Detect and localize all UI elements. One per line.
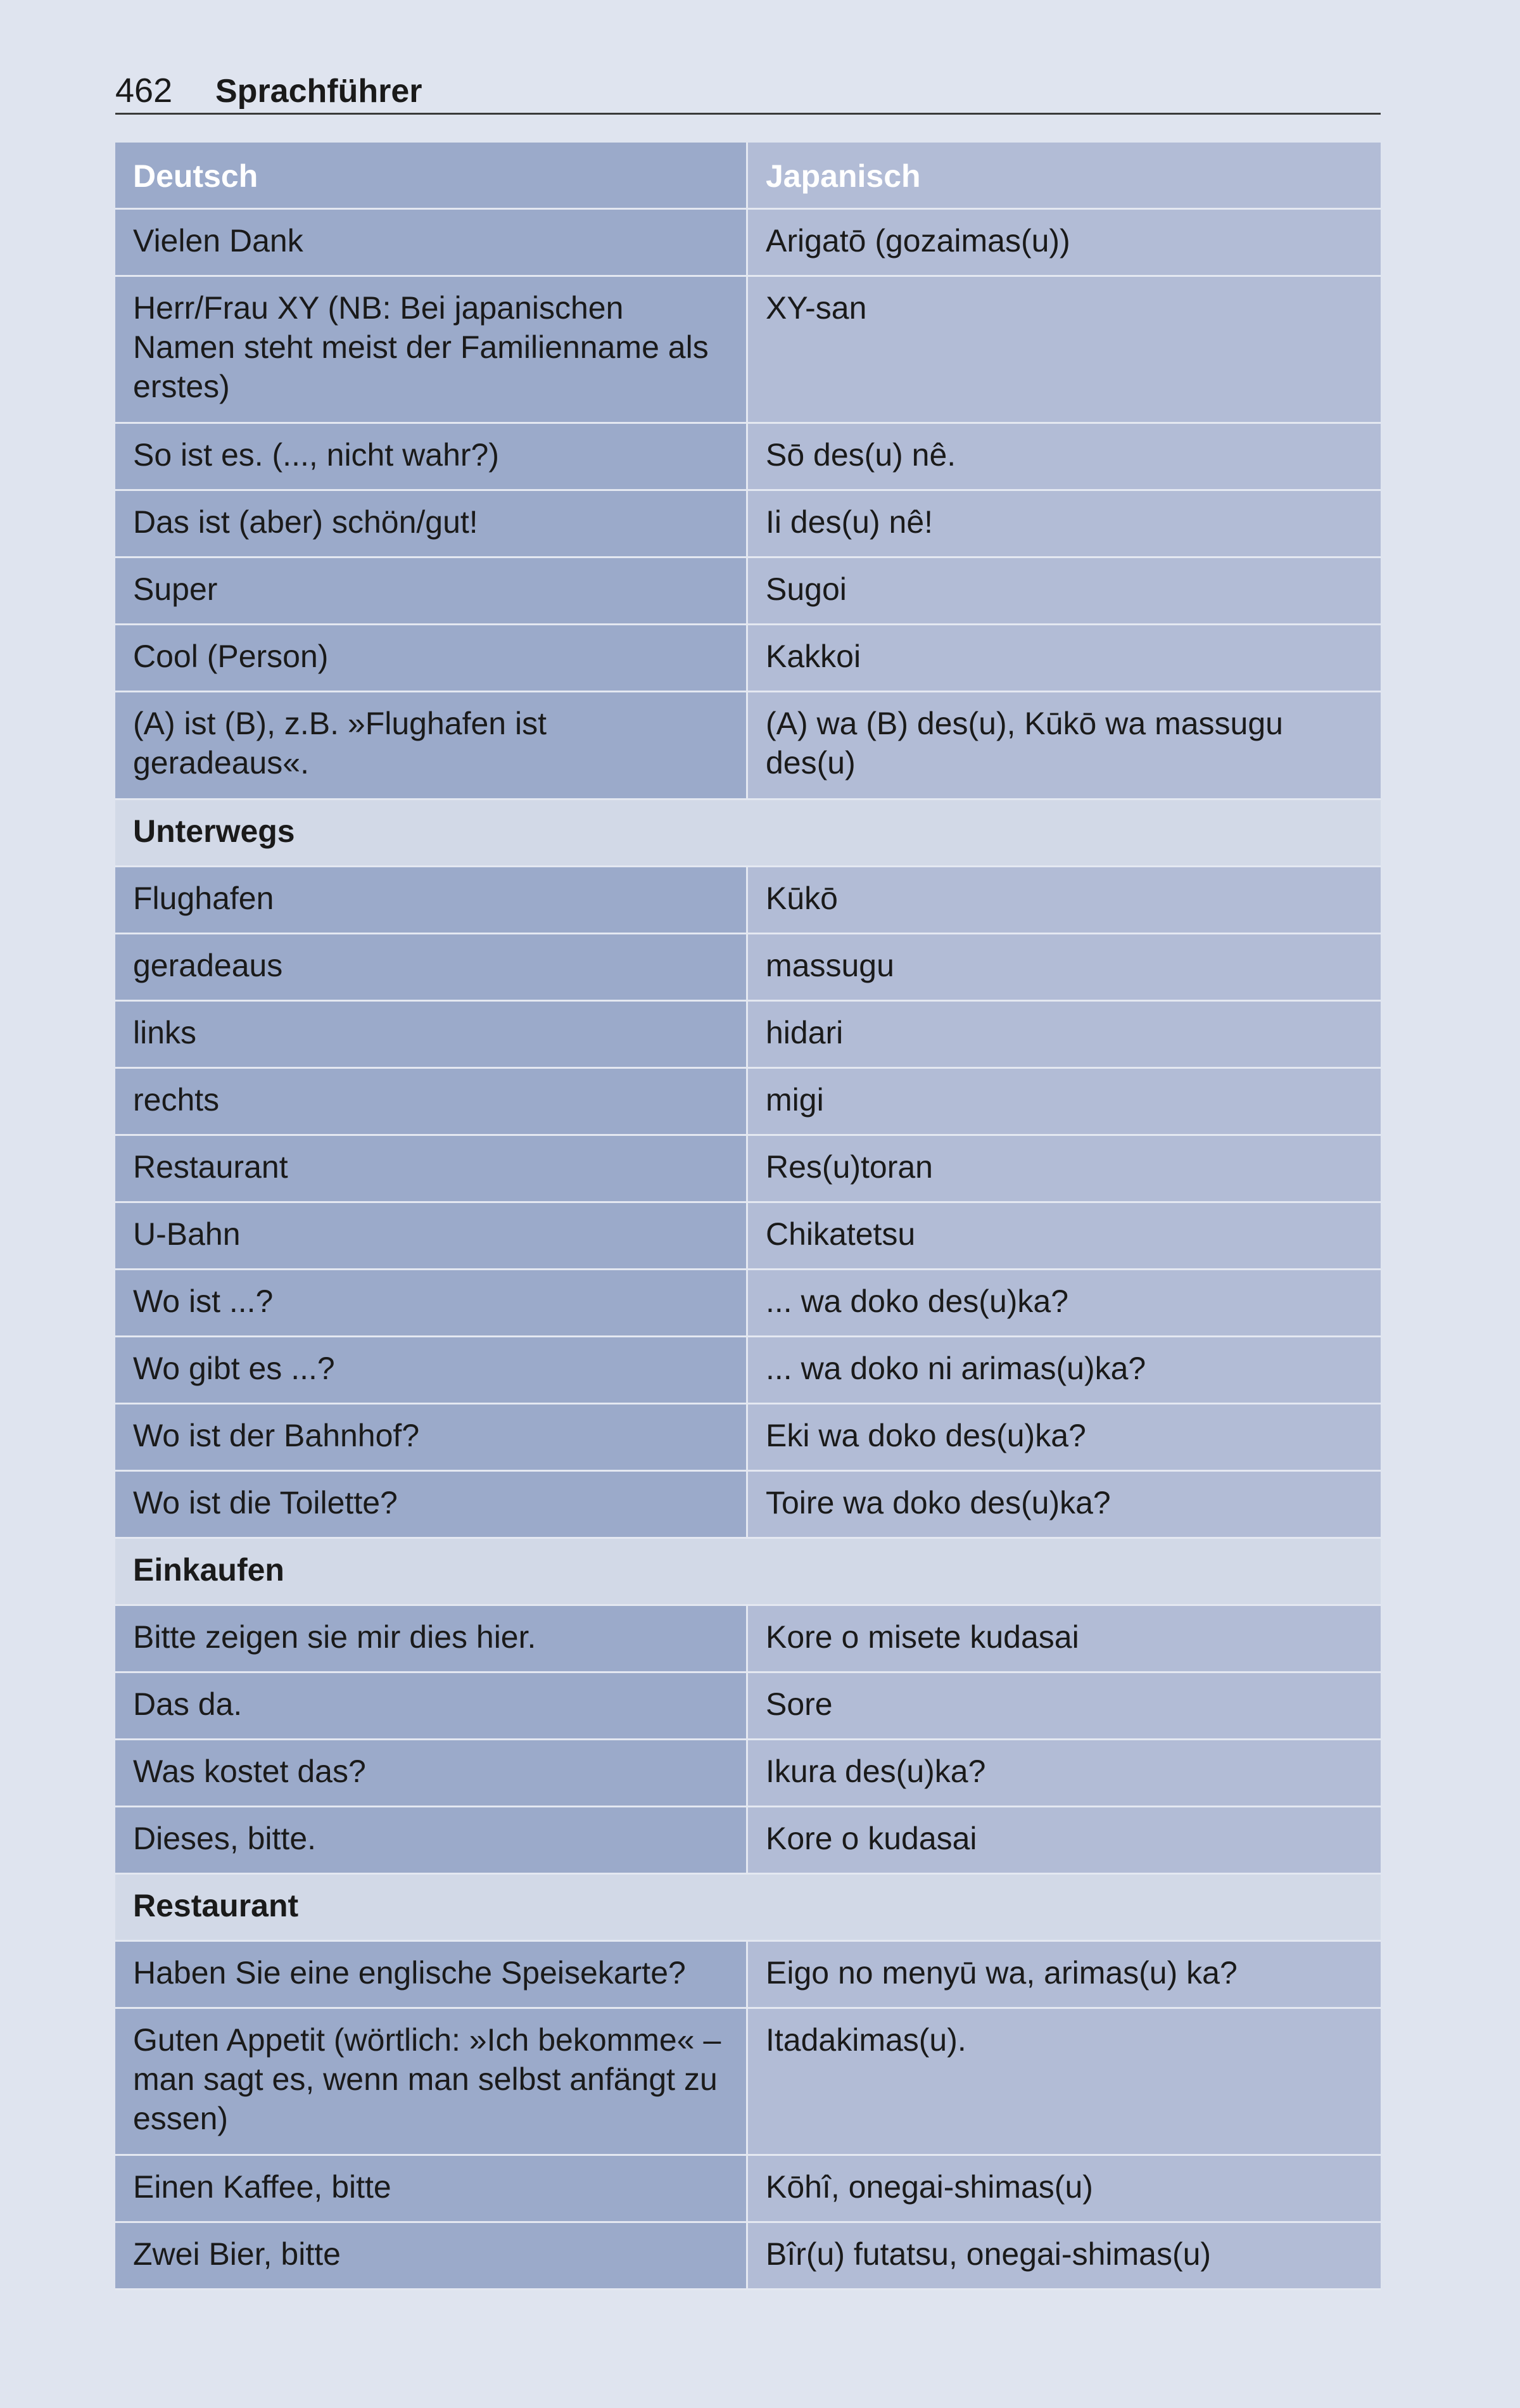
phrase-japanese: Kore o kudasai [748,1807,1381,1875]
phrase-german: Dieses, bitte. [115,1807,748,1875]
column-header-japanisch: Japanisch [748,143,1381,210]
phrase-german: Herr/Frau XY (NB: Bei japanischen Namen steht meist der Familienname als erstes) [115,277,748,424]
section-heading: Einkaufen [115,1539,1381,1606]
phrase-japanese: Kakkoi [748,625,1381,692]
phrase-german: rechts [115,1069,748,1136]
page-header [115,68,1381,115]
phrase-japanese: Eigo no menyū wa, arimas(u) ka? [748,1942,1381,2009]
phrase-german: U-Bahn [115,1203,748,1270]
phrase-japanese: Kūkō [748,867,1381,934]
phrase-japanese: Kōhî, onegai-shimas(u) [748,2156,1381,2223]
phrase-japanese: Eki wa doko des(u)ka? [748,1405,1381,1472]
phrase-japanese: Chikatetsu [748,1203,1381,1270]
page-number: 462 [115,72,173,110]
phrase-japanese: Ikura des(u)ka? [748,1740,1381,1807]
phrase-german: So ist es. (..., nicht wahr?) [115,424,748,491]
phrase-german: Restaurant [115,1136,748,1203]
phrase-german: Wo gibt es ...? [115,1337,748,1405]
phrase-german: Wo ist die Toilette? [115,1472,748,1539]
phrase-japanese: ... wa doko ni arimas(u)ka? [748,1337,1381,1405]
section-heading: Restaurant [115,1875,1381,1942]
phrase-japanese: Itadakimas(u). [748,2009,1381,2156]
column-header-deutsch: Deutsch [115,143,748,210]
phrase-german: links [115,1002,748,1069]
phrase-japanese: Res(u)toran [748,1136,1381,1203]
phrase-german: Bitte zeigen sie mir dies hier. [115,1606,748,1673]
phrase-german: Wo ist der Bahnhof? [115,1405,748,1472]
phrase-german: Guten Appetit (wörtlich: »Ich bekomme« – man sagt es, wenn man selbst anfängt zu essen) [115,2009,748,2156]
phrase-japanese: Sō des(u) nê. [748,424,1381,491]
phrase-german: Das da. [115,1673,748,1740]
phrase-german: geradeaus [115,934,748,1002]
phrase-japanese: hidari [748,1002,1381,1069]
phrase-japanese: Arigatō (gozaimas(u)) [748,210,1381,277]
phrase-german: Das ist (aber) schön/gut! [115,491,748,558]
section-heading: Unterwegs [115,800,1381,867]
phrase-japanese: Toire wa doko des(u)ka? [748,1472,1381,1539]
running-title: Sprachführer [215,73,422,110]
phrase-japanese: Ii des(u) nê! [748,491,1381,558]
phrase-japanese: Sugoi [748,558,1381,625]
phrase-japanese: Sore [748,1673,1381,1740]
phrase-german: Vielen Dank [115,210,748,277]
phrase-german: Wo ist ...? [115,1270,748,1337]
phrase-japanese: migi [748,1069,1381,1136]
phrase-japanese: ... wa doko des(u)ka? [748,1270,1381,1337]
phrase-german: Cool (Person) [115,625,748,692]
phrase-german: Zwei Bier, bitte [115,2223,748,2290]
phrase-german: (A) ist (B), z.B. »Flughafen ist geradeaus«. [115,692,748,800]
phrase-german: Was kostet das? [115,1740,748,1807]
phrase-japanese: Kore o misete kudasai [748,1606,1381,1673]
phrase-table [115,143,1381,2288]
phrase-japanese: massugu [748,934,1381,1002]
phrase-japanese: (A) wa (B) des(u), Kūkō wa massugu des(u) [748,692,1381,800]
phrase-japanese: Bîr(u) futatsu, onegai-shimas(u) [748,2223,1381,2290]
phrase-japanese: XY-san [748,277,1381,424]
phrase-german: Haben Sie eine englische Speisekarte? [115,1942,748,2009]
phrase-german: Einen Kaffee, bitte [115,2156,748,2223]
phrase-german: Super [115,558,748,625]
phrase-german: Flughafen [115,867,748,934]
